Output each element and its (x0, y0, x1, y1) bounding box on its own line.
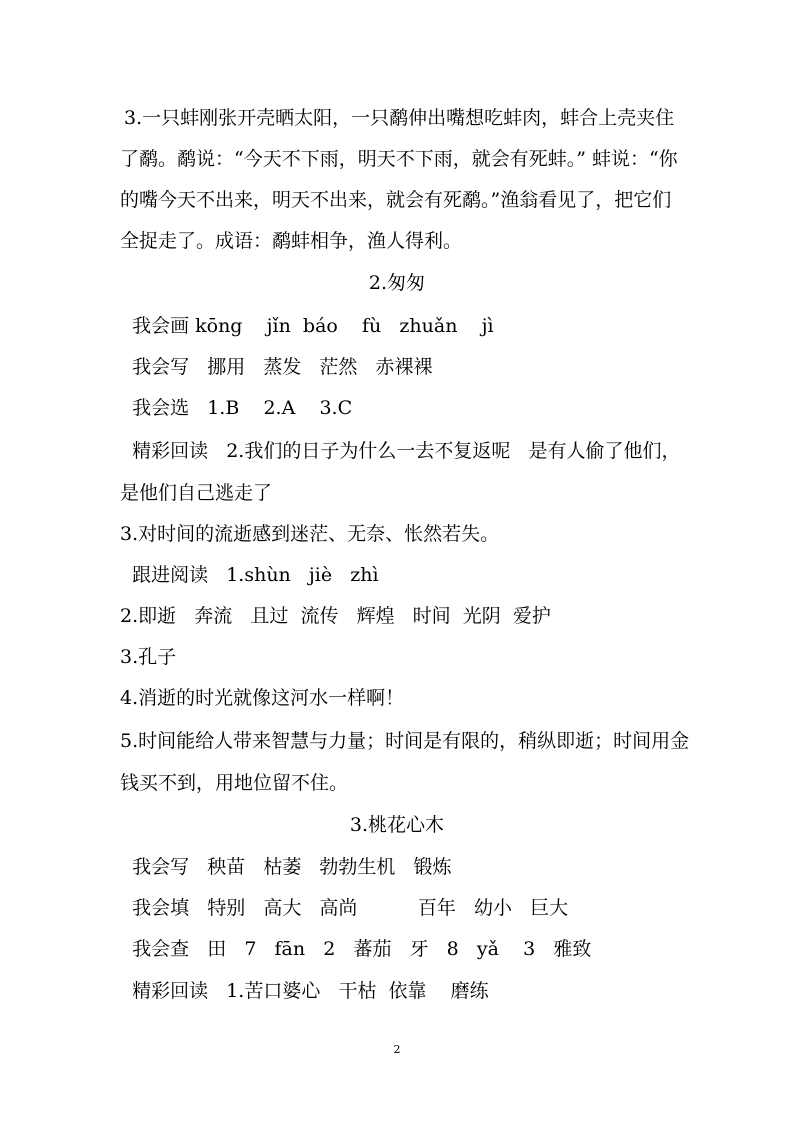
section-2-write: 我会写 挪用 蒸发 茫然 赤裸裸 (120, 356, 433, 378)
section-2-choose: 我会选 1.B 2.A 3.C (120, 397, 353, 419)
paragraph-3-line-4: 全捉走了。成语：鹬蚌相争，渔人得利。 (120, 230, 463, 252)
section-3-write: 我会写 秧苗 枯萎 勃勃生机 锻炼 (120, 856, 452, 878)
section-2-title: 2.匆匆 (368, 272, 426, 294)
section-3-reading: 精彩回读 1.苦口婆心 干枯 依靠 磨练 (120, 980, 489, 1002)
section-3-fill: 我会填 特别 高大 高尚 百年 幼小 巨大 (120, 897, 569, 919)
section-2-item-3b: 3.孔子 (120, 646, 177, 668)
section-2-follow: 跟进阅读 1.shùn jiè zhì (120, 564, 379, 586)
section-2-reading-line-1: 精彩回读 2.我们的日子为什么一去不复返呢 是有人偷了他们， (120, 440, 681, 462)
section-2-item-3: 3.对时间的流逝感到迷茫、无奈、怅然若失。 (120, 523, 500, 545)
section-3-lookup: 我会查 田 7 fān 2 蕃茄 牙 8 yǎ 3 雅致 (120, 938, 592, 960)
paragraph-3-line-2: 了鹬。鹬说：“今天不下雨，明天不下雨，就会有死蚌。” 蚌说：“你 (120, 148, 678, 170)
paragraph-3-line-3: 的嘴今天不出来，明天不出来，就会有死鹬。”渔翁看见了，把它们 (120, 189, 672, 211)
section-2-item-5-line-1: 5.时间能给人带来智慧与力量；时间是有限的，稍纵即逝；时间用金 (120, 730, 690, 752)
page-number: 2 (393, 1043, 401, 1056)
paragraph-3-line-1: 3.一只蚌刚张开壳晒太阳，一只鹬伸出嘴想吃蚌肉，蚌合上壳夹住 (118, 107, 675, 129)
section-2-item-5-line-2: 钱买不到，用地位留不住。 (120, 772, 349, 794)
section-2-item-2: 2.即逝 奔流 且过 流传 辉煌 时间 光阴 爱护 (120, 605, 551, 627)
section-2-item-4: 4.消逝的时光就像这河水一样啊！ (120, 687, 405, 709)
section-2-reading-line-2: 是他们自己逃走了 (120, 482, 273, 504)
section-2-draw: 我会画 kōng jǐn báo fù zhuǎn jì (120, 315, 494, 337)
section-3-title: 3.桃花心木 (349, 814, 445, 836)
